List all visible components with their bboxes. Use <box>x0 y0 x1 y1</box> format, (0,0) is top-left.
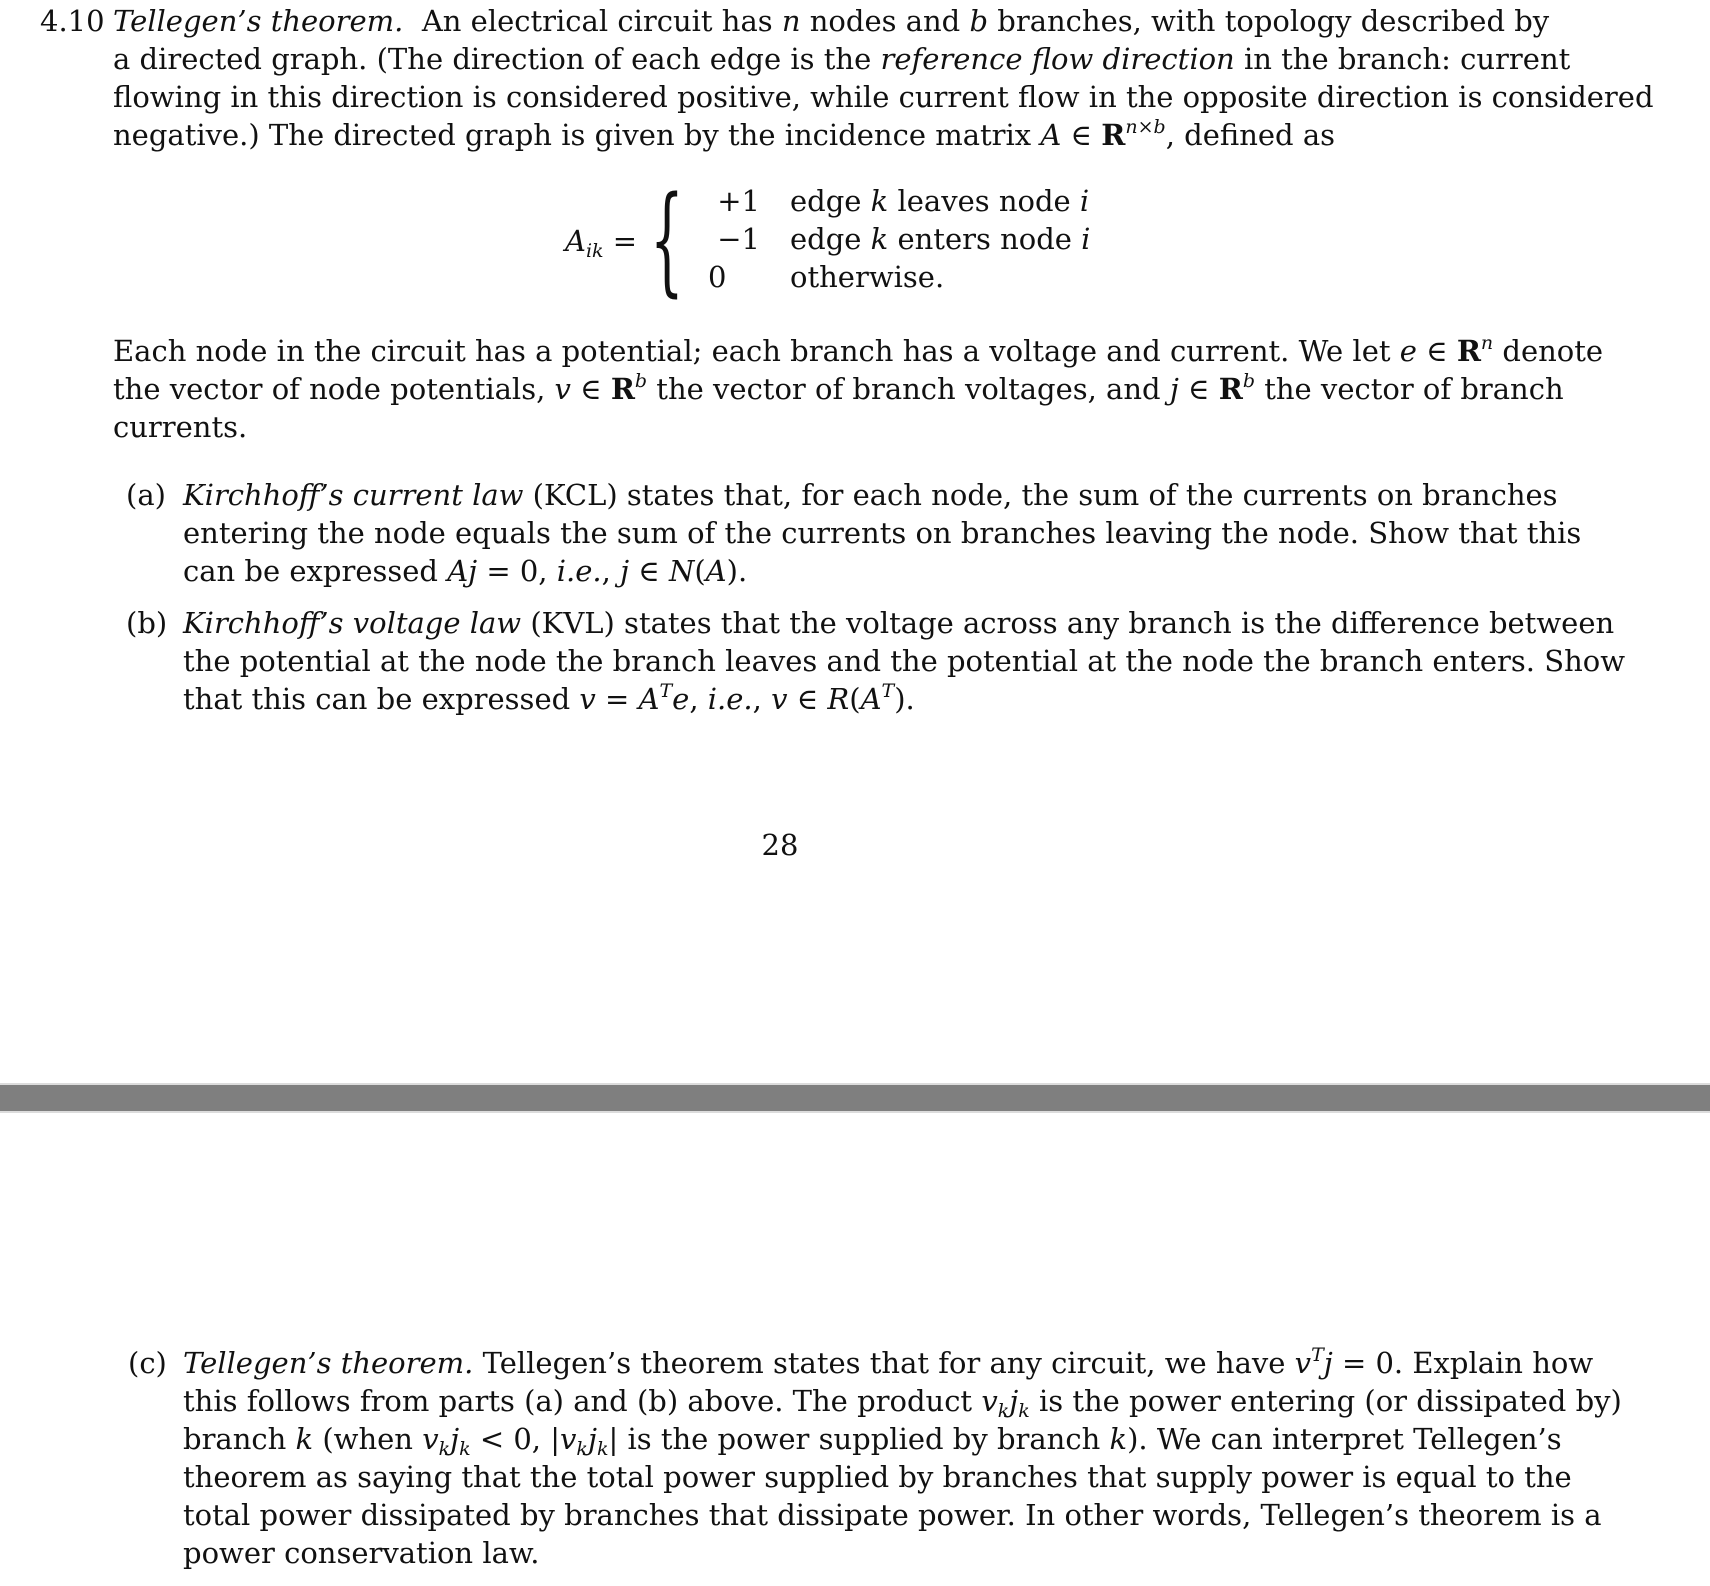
case-condition: edge k leaves node i <box>790 184 1090 218</box>
case-condition: otherwise. <box>790 260 945 294</box>
para2-line-3: currents. <box>113 410 248 444</box>
item-b-kvl <box>183 604 1626 718</box>
item-c-line-5: total power dissipated by branches that dissipate power. In other words, Tellegen’s theorem is a <box>183 1498 1602 1532</box>
item-b-line-1: Kirchhoff’s voltage law (KVL) states that the voltage across any branch is the difference between <box>183 606 1615 640</box>
incidence-definition <box>560 170 1120 308</box>
item-c-line-6: power conservation law. <box>183 1536 540 1570</box>
item-c-tellegen <box>183 1344 1622 1572</box>
item-label: (b) <box>126 606 168 640</box>
problem-number: 4.10 <box>40 4 105 38</box>
item-title: Kirchhoff’s voltage law <box>183 606 522 640</box>
page-number: 28 <box>761 828 799 862</box>
case-condition: edge k enters node i <box>790 222 1091 256</box>
item-a-line-3: can be expressed Aj = 0, i.e., j ∈ N(A). <box>183 554 748 588</box>
case-value: −1 <box>717 222 760 256</box>
item-a-kcl <box>183 476 1582 590</box>
case-value: 0 <box>708 260 727 294</box>
item-label: (c) <box>128 1346 167 1380</box>
problem-intro <box>113 2 1654 154</box>
intro-line-1: Tellegen’s theorem. An electrical circuit has n nodes and b branches, with topology described by <box>113 4 1550 38</box>
para2-line-2: the vector of node potentials, v ∈ $R^b$ the vector of branch voltages, and j ∈ $R^b$ the vector of branch <box>113 370 1564 406</box>
intro-line-2: a directed graph. (The direction of each edge is the reference flow direction in the branch: current <box>113 42 1571 76</box>
intro-line-3: flowing in this direction is considered positive, while current flow in the opposite direction is considered <box>113 80 1654 114</box>
page-29 <box>0 1113 1710 1586</box>
page-separator <box>0 1083 1710 1113</box>
para2-line-1: Each node in the circuit has a potential; each branch has a voltage and current. We let e ∈ $R^n$ denote <box>113 332 1604 368</box>
potentials-paragraph <box>113 332 1604 446</box>
item-c-line-3: branch k (when $v_kj_k < 0$, $|v_kj_k|$ is the power supplied by branch k). We can interpret Tellegen’s <box>183 1422 1562 1460</box>
item-a-line-1: Kirchhoff’s current law (KCL) states that, for each node, the sum of the currents on branches <box>183 478 1558 512</box>
item-b-line-3: that this can be expressed $v = A^Te$, i.e., v ∈ $R(A^T)$. <box>183 680 915 716</box>
item-c-line-1: Tellegen’s theorem. Tellegen’s theorem states that for any circuit, we have $v^Tj = 0$. Explain how <box>183 1344 1594 1380</box>
item-a-line-2: entering the node equals the sum of the currents on branches leaving the node. Show that this <box>183 516 1582 550</box>
left-brace: { <box>650 170 684 308</box>
item-label: (a) <box>126 478 166 512</box>
intro-line-4: negative.) The directed graph is given by the incidence matrix A ∈ $R^{n\times b}$, defined as <box>113 116 1336 152</box>
item-title: Kirchhoff’s current law <box>183 478 524 512</box>
item-title: Tellegen’s theorem. <box>183 1346 474 1380</box>
item-c-line-2: this follows from parts (a) and (b) above. The product $v_kj_k$ is the power entering (or dissipated by) <box>183 1384 1622 1422</box>
problem-title: Tellegen’s theorem. <box>113 4 404 38</box>
item-c-line-4: theorem as saying that the total power supplied by branches that supply power is equal to the <box>183 1460 1572 1494</box>
equation-lhs: $A_{ik}$ = <box>565 224 638 262</box>
item-b-line-2: the potential at the node the branch leaves and the potential at the node the branch enters. Show <box>183 644 1626 678</box>
case-value: +1 <box>717 184 760 218</box>
